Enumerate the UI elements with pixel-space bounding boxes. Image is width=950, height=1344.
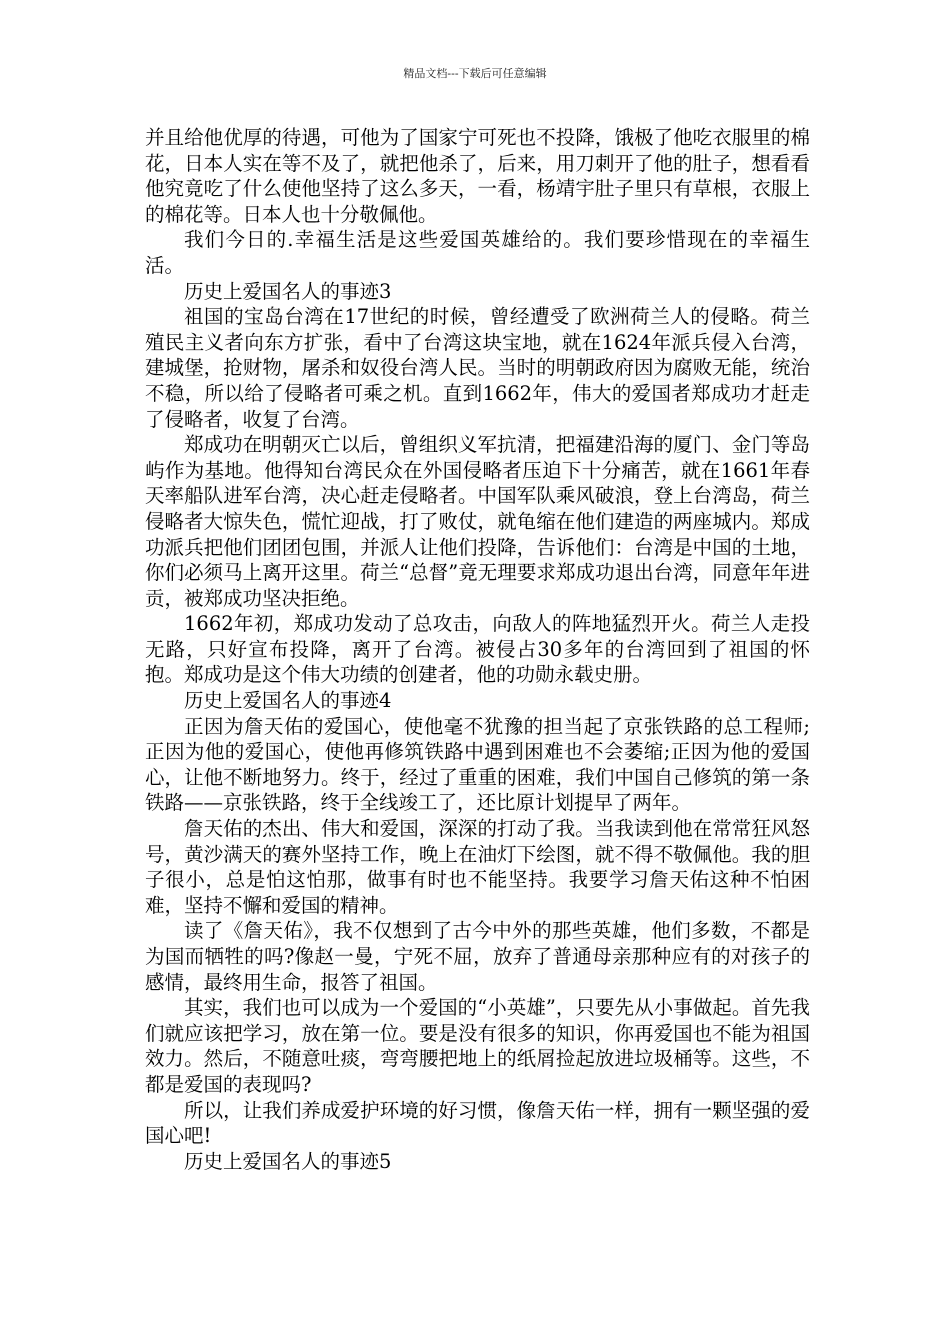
paragraph: 郑成功在明朝灭亡以后，曾组织义军抗清，把福建沿海的厦门、金门等岛屿作为基地。他得知台湾民众在外国侵略者压迫下十分痛苦，就在1661年春天率船队进军台湾，决心赶走侵略者。中国军队乘风破浪，登上台湾岛，荷兰侵略者大惊失色，慌忙迎战，打了败仗，就龟缩在他们建造的两座城内。郑成功派兵把他们团团包围，并派人让他们投降，告诉他们：台湾是中国的土地，你们必须马上离开这里。荷兰“总督”竟无理要求郑成功退出台湾，同意年年进贡，被郑成功坚决拒绝。 bbox=[145, 433, 810, 610]
section-heading: 历史上爱国名人的事迹3 bbox=[184, 279, 392, 303]
page-header: 精品文档---下载后可任意编辑 bbox=[403, 67, 547, 80]
section-heading: 历史上爱国名人的事迹4 bbox=[184, 689, 392, 713]
paragraph: 1662年初，郑成功发动了总攻击，向敌人的阵地猛烈开火。荷兰人走投无路，只好宣布投降，离开了台湾。被侵占30多年的台湾回到了祖国的怀抱。郑成功是这个伟大功绩的创建者，他的功勋永载史册。 bbox=[145, 612, 810, 687]
paragraph: 正因为詹天佑的爱国心，使他毫不犹豫的担当起了京张铁路的总工程师;正因为他的爱国心，使他再修筑铁路中遇到困难也不会萎缩;正因为他的爱国心，让他不断地努力。终于，经过了重重的困难，我们中国自己修筑的第一条铁路——京张铁路，终于全线竣工了，还比原计划提早了两年。 bbox=[145, 714, 810, 815]
section-heading: 历史上爱国名人的事迹5 bbox=[184, 1149, 392, 1173]
paragraph: 所以，让我们养成爱护环境的好习惯，像詹天佑一样，拥有一颗坚强的爱国心吧! bbox=[145, 1098, 810, 1148]
paragraph: 詹天佑的杰出、伟大和爱国，深深的打动了我。当我读到他在常常狂风怒号，黄沙满天的赛外坚持工作，晚上在油灯下绘图，就不得不敬佩他。我的胆子很小，总是怕这怕那，做事有时也不能坚持。我要学习詹天佑这种不怕困难，坚持不懈和爱国的精神。 bbox=[145, 817, 810, 917]
paragraph: 并且给他优厚的待遇，可他为了国家宁可死也不投降，饿极了他吃衣服里的棉花，日本人实在等不及了，就把他杀了，后来，用刀刺开了他的肚子，想看看他究竟吃了什么使他坚持了这么多天，一看，杨靖宇肚子里只有草根，衣服上的棉花等。日本人也十分敬佩他。 bbox=[145, 126, 810, 226]
paragraph: 祖国的宝岛台湾在17世纪的时候，曾经遭受了欧洲荷兰人的侵略。荷兰殖民主义者向东方扩张，看中了台湾这块宝地，就在1624年派兵侵入台湾，建城堡，抢财物，屠杀和奴役台湾人民。当时的明朝政府因为腐败无能，统治不稳，所以给了侵略者可乘之机。直到1662年，伟大的爱国者郑成功才赶走了侵略者，收复了台湾。 bbox=[145, 305, 810, 431]
document-body bbox=[145, 125, 810, 1174]
paragraph: 读了《詹天佑》，我不仅想到了古今中外的那些英雄，他们多数，不都是为国而牺牲的吗?像赵一曼，宁死不屈，放弃了普通母亲那种应有的对孩子的感情，最终用生命，报答了祖国。 bbox=[145, 919, 810, 994]
paragraph: 我们今日的.幸福生活是这些爱国英雄给的。我们要珍惜现在的幸福生活。 bbox=[145, 228, 810, 277]
paragraph: 其实，我们也可以成为一个爱国的“小英雄”，只要先从小事做起。首先我们就应该把学习，放在第一位。要是没有很多的知识，你再爱国也不能为祖国效力。然后，不随意吐痰，弯弯腰把地上的纸屑捡起放进垃圾桶等。这些，不都是爱国的表现吗? bbox=[145, 996, 810, 1096]
